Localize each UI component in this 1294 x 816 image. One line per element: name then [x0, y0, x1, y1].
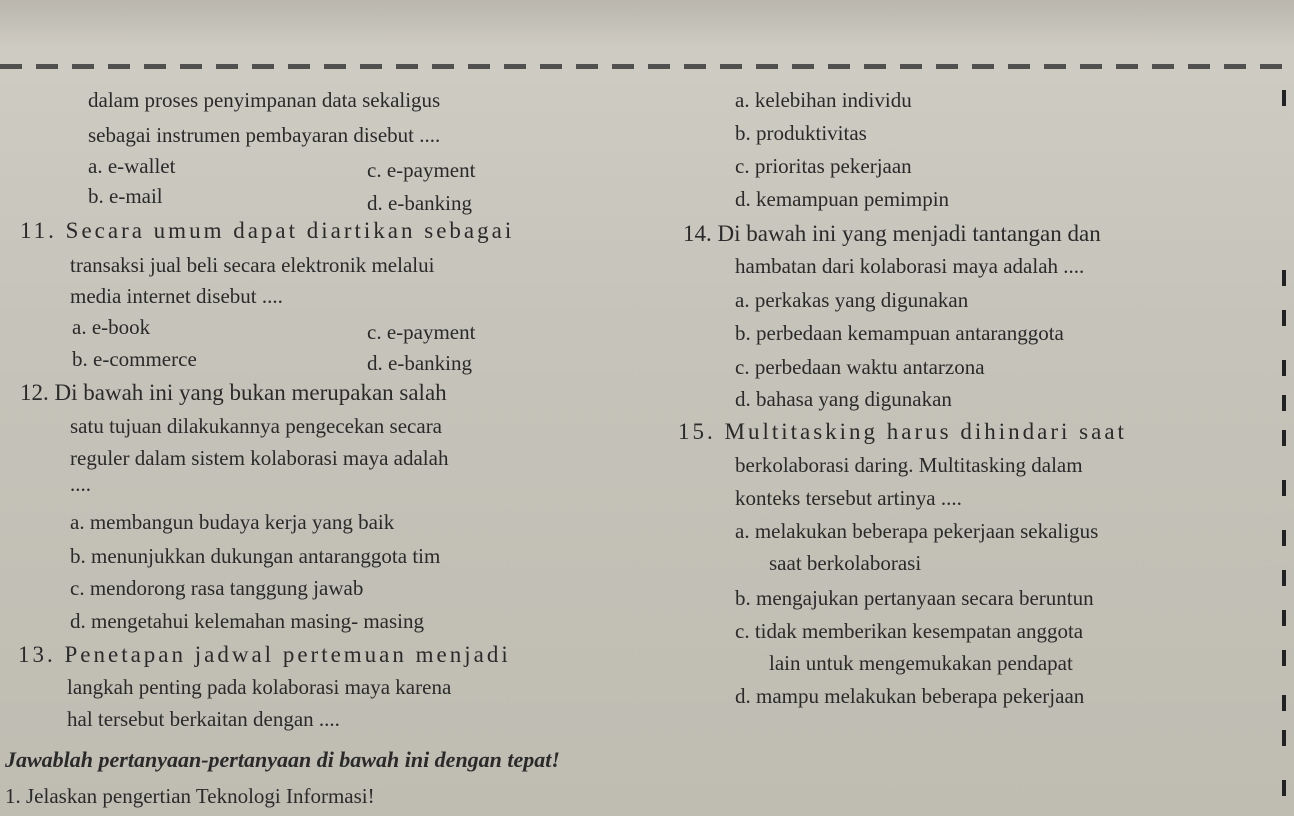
q10-option-b: b. e-mail — [88, 184, 163, 208]
q10-option-a: a. e-wallet — [88, 154, 176, 178]
q14-option-b: b. perbedaan kemampuan antaranggota — [735, 321, 1064, 345]
question-13-line-2: langkah penting pada kolaborasi maya karena — [67, 675, 452, 699]
q12-option-d: d. mengetahui kelemahan masing- masing — [70, 609, 424, 633]
question-15-line-3: konteks tersebut artinya .... — [735, 486, 962, 510]
question-12-line-3: reguler dalam sistem kolaborasi maya adalah — [70, 446, 449, 470]
q15-option-a-line-1: a. melakukan beberapa pekerjaan sekaligus — [735, 519, 1099, 543]
question-13-line-3: hal tersebut berkaitan dengan .... — [67, 707, 340, 731]
essay-question-1: 1. Jelaskan pengertian Teknologi Informasi! — [5, 784, 375, 808]
essay-instruction: Jawablah pertanyaan-pertanyaan di bawah ini dengan tepat! — [5, 747, 560, 772]
q11-option-a: a. e-book — [72, 315, 151, 339]
q11-option-d: d. e-banking — [367, 351, 472, 375]
q10-option-c: c. e-payment — [367, 158, 476, 182]
question-14-line-1: 14. Di bawah ini yang menjadi tantangan dan — [683, 221, 1101, 246]
q12-option-a: a. membangun budaya kerja yang baik — [70, 510, 395, 534]
q14-option-c: c. perbedaan waktu antarzona — [735, 355, 985, 379]
q10-right-option-a: a. kelebihan individu — [735, 88, 912, 112]
page-edge-marks — [1282, 90, 1288, 816]
question-10-line-2: sebagai instrumen pembayaran disebut .... — [88, 123, 441, 147]
q15-option-b: b. mengajukan pertanyaan secara beruntun — [735, 586, 1094, 610]
q15-option-c-line-1: c. tidak memberikan kesempatan anggota — [735, 619, 1084, 643]
question-14-line-2: hambatan dari kolaborasi maya adalah .... — [735, 254, 1085, 278]
q10-right-option-c: c. prioritas pekerjaan — [735, 154, 912, 178]
question-15-line-2: berkolaborasi daring. Multitasking dalam — [735, 453, 1083, 477]
q14-option-d: d. bahasa yang digunakan — [735, 387, 952, 411]
q14-option-a: a. perkakas yang digunakan — [735, 288, 969, 312]
question-12-line-4: .... — [70, 472, 91, 496]
q10-right-option-b: b. produktivitas — [735, 121, 867, 145]
question-13-line-1: 13. Penetapan jadwal pertemuan menjadi — [18, 642, 511, 667]
q15-option-c-line-2: lain untuk mengemukakan pendapat — [769, 651, 1073, 675]
q11-option-b: b. e-commerce — [72, 347, 197, 371]
page-top-edge — [0, 0, 1294, 50]
question-11-line-2: transaksi jual beli secara elektronik melalui — [70, 253, 435, 277]
question-12-line-1: 12. Di bawah ini yang bukan merupakan salah — [20, 380, 447, 405]
question-15-line-1: 15. Multitasking harus dihindari saat — [678, 419, 1127, 444]
dashed-separator — [0, 64, 1294, 69]
q10-option-d: d. e-banking — [367, 191, 472, 215]
question-12-line-2: satu tujuan dilakukannya pengecekan secara — [70, 414, 443, 438]
q12-option-c: c. mendorong rasa tanggung jawab — [70, 576, 364, 600]
q10-right-option-d: d. kemampuan pemimpin — [735, 187, 950, 211]
q15-option-d: d. mampu melakukan beberapa pekerjaan — [735, 684, 1085, 708]
question-11-line-1: 11. Secara umum dapat diartikan sebagai — [20, 218, 515, 243]
q12-option-b: b. menunjukkan dukungan antaranggota tim — [70, 544, 441, 568]
question-10-line-1: dalam proses penyimpanan data sekaligus — [88, 88, 441, 112]
q11-option-c: c. e-payment — [367, 320, 476, 344]
q15-option-a-line-2: saat berkolaborasi — [769, 551, 922, 575]
question-11-line-3: media internet disebut .... — [70, 284, 283, 308]
